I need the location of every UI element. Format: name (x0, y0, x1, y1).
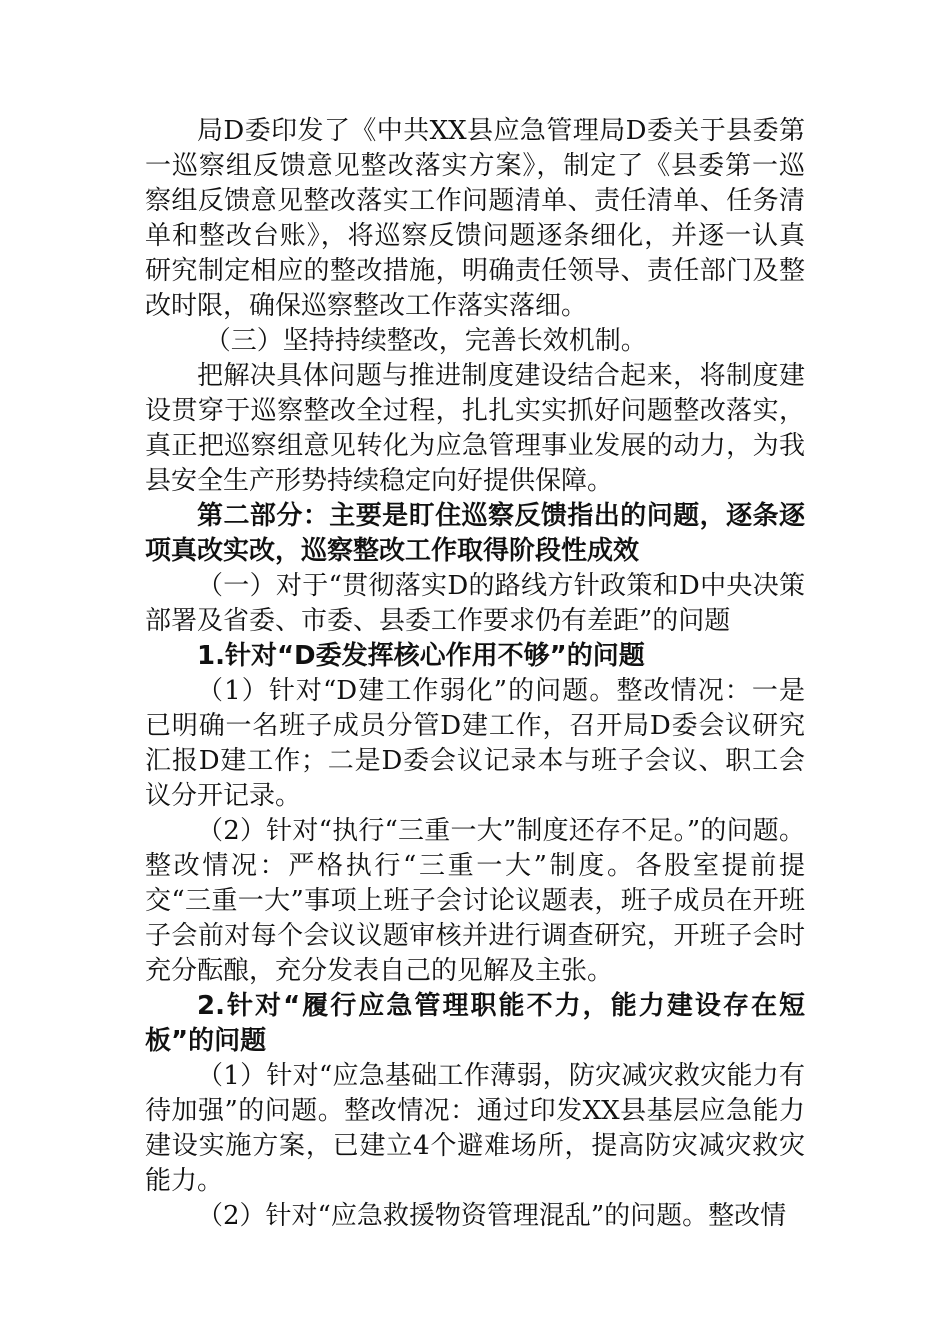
paragraph-item-2-1: （1）针对“应急基础工作薄弱，防灾减灾救灾能力有待加强”的问题。整改情况：通过印发XX县基层应急能力建设实施方案，已建立4个避难场所，提高防灾减灾救灾能力。 (145, 1061, 805, 1196)
heading-part-two: 第二部分：主要是盯住巡察反馈指出的问题，逐条逐项真改实改，巡察整改工作取得阶段性成效 (145, 501, 805, 566)
paragraph-item-1-1: （1）针对“D建工作弱化”的问题。整改情况：一是已明确一名班子成员分管D建工作，召开局D委会议研究汇报D建工作；二是D委会议记录本与班子会议、职工会议分开记录。 (145, 676, 805, 811)
heading-item-2: 2.针对“履行应急管理职能不力，能力建设存在短板”的问题 (145, 991, 805, 1056)
paragraph-mechanism: 把解决具体问题与推进制度建设结合起来，将制度建设贯穿于巡察整改全过程，扎扎实实抓好问题整改落实，真正把巡察组意见转化为应急管理事业发展的动力，为我县安全生产形势持续稳定向好提供保障。 (145, 361, 805, 496)
document-page (145, 114, 805, 1234)
heading-item-1: 1.针对“D委发挥核心作用不够”的问题 (197, 641, 645, 671)
paragraph-plan-issued: 局D委印发了《中共XX县应急管理局D委关于县委第一巡察组反馈意见整改落实方案》，制定了《县委第一巡察组反馈意见整改落实工作问题清单、责任清单、任务清单和整改台账》，将巡察反馈问题逐条细化，并逐一认真研究制定相应的整改措施，明确责任领导、责任部门及整改时限，确保巡察整改工作落实落细。 (145, 116, 805, 321)
heading-section-three: （三）坚持持续整改，完善长效机制。 (204, 326, 647, 356)
paragraph-item-2-2: （2）针对“应急救援物资管理混乱”的问题。整改情 (197, 1201, 787, 1231)
heading-section-one: （一）对于“贯彻落实D的路线方针政策和D中央决策部署及省委、市委、县委工作要求仍有差距”的问题 (145, 571, 805, 636)
paragraph-item-1-2: （2）针对“执行“三重一大”制度还存不足。”的问题。整改情况：严格执行“三重一大”制度。各股室提前提交“三重一大”事项上班子会讨论议题表，班子成员在开班子会前对每个会议议题审核并进行调查研究，开班子会时充分酝酿，充分发表自己的见解及主张。 (145, 816, 805, 986)
